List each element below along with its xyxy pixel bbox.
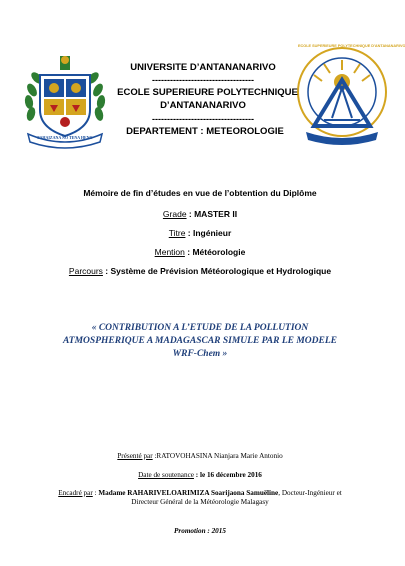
parcours-label: Parcours bbox=[68, 266, 103, 276]
date-line bbox=[0, 471, 400, 480]
presente-value: :RATOVOHASINA Nianjara Marie Antonio bbox=[152, 452, 283, 460]
encadre-name: Madame RAHARIVELOARIMIZA Soarijaona Samuëline bbox=[98, 489, 279, 497]
polytechnique-seal-icon bbox=[292, 40, 405, 148]
encadre-rest: , Docteur-Ingénieur et bbox=[278, 489, 342, 497]
titre-label: Titre bbox=[168, 228, 186, 238]
titre-line bbox=[0, 228, 400, 238]
memoire-intro: Mémoire de fin d’études en vue de l’obtention du Diplôme bbox=[83, 188, 317, 198]
thesis-title-line1: « CONTRIBUTION A L’ETUDE DE LA POLLUTION bbox=[91, 323, 309, 333]
grade-label: Grade bbox=[162, 209, 187, 219]
date-label: Date de soutenance bbox=[138, 471, 194, 479]
header-separator-1: ---------------------------------- bbox=[152, 75, 254, 85]
school-name-line2: D’ANTANANARIVO bbox=[160, 100, 246, 111]
right-seal-text: ECOLE SUPERIEURE POLYTECHNIQUE D'ANTANANARIVO bbox=[298, 44, 405, 48]
presente-label: Présenté par bbox=[117, 452, 153, 460]
school-name-line1: ECOLE SUPERIEURE POLYTECHNIQUE bbox=[117, 87, 298, 98]
thesis-title-line3: WRF-Chem » bbox=[172, 349, 228, 359]
encadre-line2: Directeur Général de la Météorologie Malagasy bbox=[131, 498, 269, 506]
encadre-line bbox=[0, 489, 400, 498]
university-seal-logo bbox=[20, 50, 110, 150]
school-seal-logo bbox=[292, 40, 405, 148]
date-value: : le 16 décembre 2016 bbox=[193, 471, 262, 479]
header-separator-2: ---------------------------------- bbox=[152, 114, 254, 124]
department-name: DEPARTEMENT : METEOROLOGIE bbox=[126, 126, 284, 137]
mention-label: Mention bbox=[154, 247, 185, 257]
mention-line bbox=[0, 247, 400, 257]
encadre-label: Encadré par bbox=[58, 489, 93, 497]
encadre-sep: : bbox=[92, 489, 99, 497]
mention-value: : Météorologie bbox=[184, 247, 246, 257]
grade-line bbox=[0, 209, 400, 219]
left-seal-motto: FAHAIZANA NO TENA HENO bbox=[37, 135, 93, 140]
thesis-title-line2: ATMOSPHERIQUE A MADAGASCAR SIMULE PAR LE MODELE bbox=[63, 336, 337, 346]
parcours-line bbox=[0, 266, 400, 276]
parcours-value: : Système de Prévision Météorologique et Hydrologique bbox=[102, 266, 332, 276]
university-name: UNIVERSITE D’ANTANANARIVO bbox=[130, 62, 276, 73]
presente-line bbox=[0, 452, 400, 461]
promotion: Promotion : 2015 bbox=[174, 527, 226, 535]
grade-value: : MASTER II bbox=[186, 209, 238, 219]
thesis-title bbox=[0, 322, 400, 361]
titre-value: : Ingénieur bbox=[185, 228, 232, 238]
